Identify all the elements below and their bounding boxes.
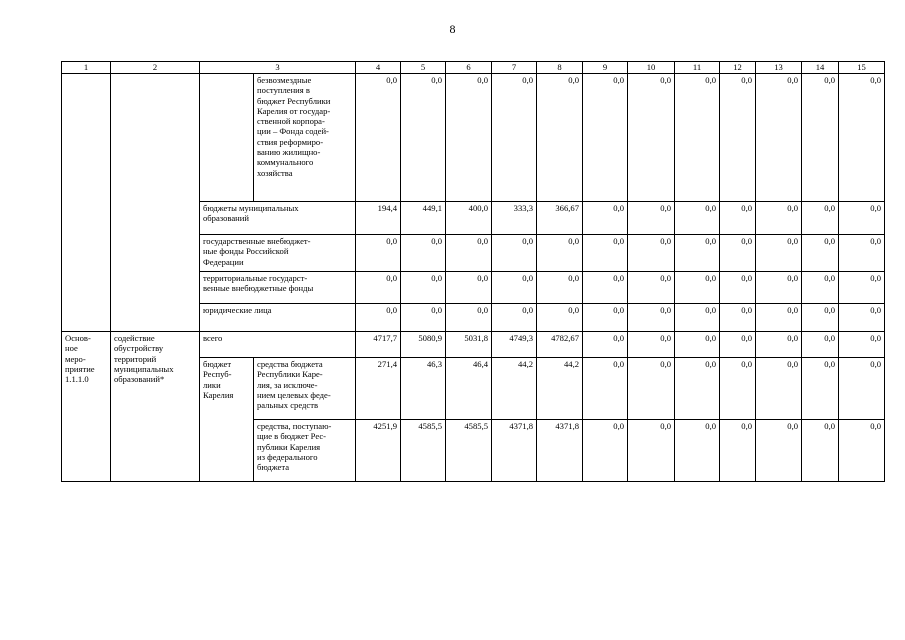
total-label: всего	[200, 332, 356, 358]
value-cell: 0,0	[839, 420, 885, 482]
value-cell: 0,0	[583, 420, 628, 482]
value-cell: 0,0	[628, 304, 675, 332]
value-cell: 0,0	[401, 272, 446, 304]
value-cell: 0,0	[839, 74, 885, 202]
value-cell: 0,0	[839, 202, 885, 235]
value-cell: 0,0	[720, 420, 756, 482]
table-row	[62, 332, 885, 358]
value-cell: 0,0	[839, 272, 885, 304]
name-cell-empty	[111, 74, 200, 332]
value-cell: 0,0	[802, 358, 839, 420]
value-cell: 0,0	[802, 272, 839, 304]
header-cell: 10	[628, 62, 675, 74]
value-cell: 0,0	[756, 358, 802, 420]
value-cell: 0,0	[675, 304, 720, 332]
header-cell: 9	[583, 62, 628, 74]
source-label: государственные внебюджет- ные фонды Российской Федерации	[200, 235, 356, 272]
value-cell: 0,0	[675, 272, 720, 304]
value-cell: 4782,67	[537, 332, 583, 358]
value-cell: 0,0	[628, 420, 675, 482]
source-label: территориальные государст- венные внебюджетные фонды	[200, 272, 356, 304]
header-cell: 15	[839, 62, 885, 74]
value-cell: 0,0	[802, 235, 839, 272]
value-cell: 0,0	[720, 74, 756, 202]
value-cell: 0,0	[446, 304, 492, 332]
value-cell: 0,0	[675, 358, 720, 420]
value-cell: 0,0	[446, 235, 492, 272]
value-cell: 0,0	[628, 202, 675, 235]
header-cell: 3	[200, 62, 356, 74]
value-cell: 0,0	[675, 74, 720, 202]
value-cell: 4717,7	[356, 332, 401, 358]
value-cell: 0,0	[628, 358, 675, 420]
value-cell: 0,0	[401, 74, 446, 202]
value-cell: 0,0	[720, 304, 756, 332]
value-cell: 4371,8	[492, 420, 537, 482]
value-cell: 0,0	[583, 332, 628, 358]
value-cell: 449,1	[401, 202, 446, 235]
header-cell: 5	[401, 62, 446, 74]
value-cell: 44,2	[537, 358, 583, 420]
value-cell: 0,0	[492, 272, 537, 304]
table-row	[62, 74, 885, 202]
value-cell: 46,3	[401, 358, 446, 420]
value-cell: 0,0	[802, 74, 839, 202]
value-cell: 0,0	[628, 332, 675, 358]
value-cell: 0,0	[720, 358, 756, 420]
value-cell: 0,0	[756, 272, 802, 304]
value-cell: 4251,9	[356, 420, 401, 482]
value-cell: 366,67	[537, 202, 583, 235]
source-label: бюджеты муниципальных образований	[200, 202, 356, 235]
value-cell: 0,0	[583, 358, 628, 420]
source-label: средства, поступаю- щие в бюджет Рес- публики Карелия из федерального бюджета	[254, 420, 356, 482]
value-cell: 0,0	[802, 332, 839, 358]
value-cell: 0,0	[802, 420, 839, 482]
activity-cell-empty	[62, 74, 111, 332]
value-cell: 0,0	[756, 332, 802, 358]
source-label: средства бюджета Республики Каре- лия, за исключе- нием целевых феде- ральных средств	[254, 358, 356, 420]
value-cell: 0,0	[756, 420, 802, 482]
value-cell: 0,0	[628, 272, 675, 304]
value-cell: 0,0	[492, 74, 537, 202]
value-cell: 4585,5	[401, 420, 446, 482]
value-cell: 0,0	[839, 304, 885, 332]
value-cell: 44,2	[492, 358, 537, 420]
value-cell: 0,0	[583, 74, 628, 202]
value-cell: 0,0	[720, 272, 756, 304]
header-cell: 8	[537, 62, 583, 74]
value-cell: 0,0	[446, 272, 492, 304]
value-cell: 0,0	[356, 272, 401, 304]
value-cell: 46,4	[446, 358, 492, 420]
header-cell: 12	[720, 62, 756, 74]
value-cell: 0,0	[401, 304, 446, 332]
value-cell: 0,0	[537, 235, 583, 272]
value-cell: 0,0	[720, 332, 756, 358]
value-cell: 400,0	[446, 202, 492, 235]
value-cell: 4749,3	[492, 332, 537, 358]
value-cell: 4371,8	[537, 420, 583, 482]
value-cell: 5031,8	[446, 332, 492, 358]
value-cell: 0,0	[583, 235, 628, 272]
value-cell: 0,0	[583, 272, 628, 304]
value-cell: 0,0	[839, 332, 885, 358]
header-cell: 13	[756, 62, 802, 74]
source-label: безвозмездные поступления в бюджет Республики Карелия от государ- ственной корпора- ции – Фонда содей- ствия реформиро- ванию жилищно- коммунального хозяйства	[254, 74, 356, 202]
header-cell: 11	[675, 62, 720, 74]
value-cell: 0,0	[492, 235, 537, 272]
header-cell: 14	[802, 62, 839, 74]
value-cell: 0,0	[356, 235, 401, 272]
value-cell: 0,0	[401, 235, 446, 272]
header-cell: 4	[356, 62, 401, 74]
value-cell: 0,0	[839, 358, 885, 420]
header-row	[62, 62, 885, 74]
header-cell: 2	[111, 62, 200, 74]
value-cell: 0,0	[802, 202, 839, 235]
value-cell: 194,4	[356, 202, 401, 235]
value-cell: 0,0	[446, 74, 492, 202]
value-cell: 0,0	[720, 202, 756, 235]
value-cell: 0,0	[356, 74, 401, 202]
page-number: 8	[449, 22, 456, 36]
value-cell: 0,0	[492, 304, 537, 332]
value-cell: 0,0	[356, 304, 401, 332]
value-cell: 0,0	[583, 304, 628, 332]
value-cell: 0,0	[756, 202, 802, 235]
value-cell: 0,0	[537, 272, 583, 304]
value-cell: 0,0	[720, 235, 756, 272]
value-cell: 0,0	[756, 304, 802, 332]
header-cell: 6	[446, 62, 492, 74]
value-cell: 0,0	[537, 74, 583, 202]
activity-label: Основ- ное меро- приятие 1.1.1.0	[62, 332, 111, 482]
activity-name: содействие обустройству территорий муниципальных образований*	[111, 332, 200, 482]
header-cell: 7	[492, 62, 537, 74]
value-cell: 0,0	[628, 235, 675, 272]
value-cell: 0,0	[802, 304, 839, 332]
value-cell: 0,0	[756, 235, 802, 272]
value-cell: 5080,9	[401, 332, 446, 358]
value-cell: 4585,5	[446, 420, 492, 482]
budget-label: бюджет Респуб- лики Карелия	[200, 358, 254, 482]
header-cell: 1	[62, 62, 111, 74]
source-group-cell-empty	[200, 74, 254, 202]
value-cell: 0,0	[756, 74, 802, 202]
value-cell: 333,3	[492, 202, 537, 235]
value-cell: 0,0	[675, 332, 720, 358]
value-cell: 0,0	[537, 304, 583, 332]
value-cell: 0,0	[583, 202, 628, 235]
value-cell: 0,0	[675, 202, 720, 235]
value-cell: 0,0	[675, 235, 720, 272]
value-cell: 271,4	[356, 358, 401, 420]
source-label: юридические лица	[200, 304, 356, 332]
value-cell: 0,0	[628, 74, 675, 202]
budget-table	[61, 61, 885, 482]
value-cell: 0,0	[675, 420, 720, 482]
value-cell: 0,0	[839, 235, 885, 272]
